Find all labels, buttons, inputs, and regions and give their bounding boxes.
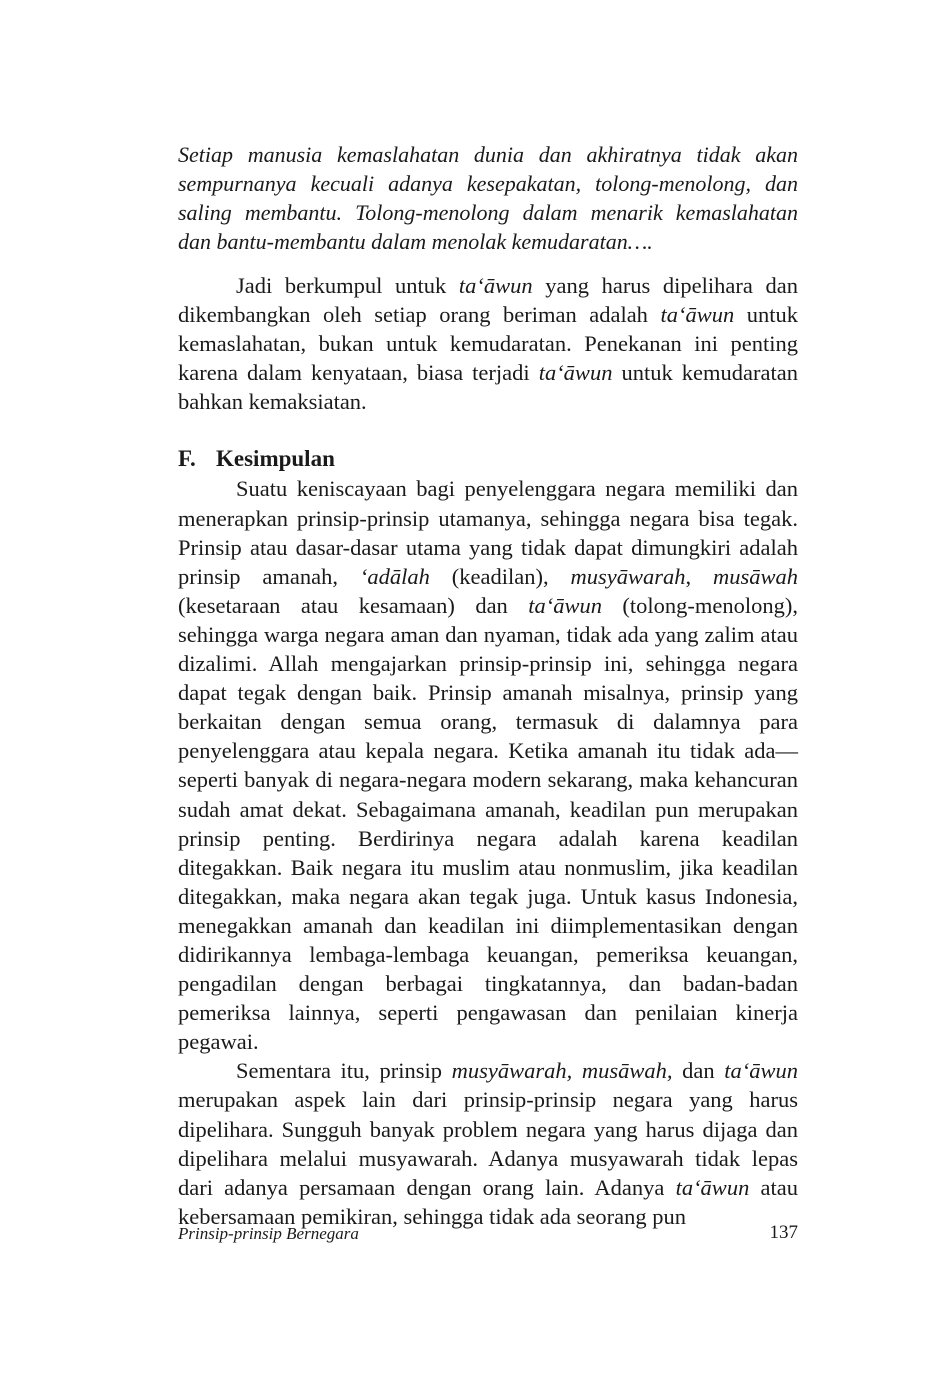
text: (kesetaraan atau kesamaan) dan — [178, 592, 529, 618]
term: ta‘āwun — [458, 273, 533, 298]
text: Jadi berkumpul untuk — [236, 273, 459, 298]
paragraph-conclusion — [178, 474, 798, 1056]
text: atau kebersamaan pemikiran, sehingga tidak ada seorang pun — [178, 1174, 798, 1229]
page-body — [178, 140, 798, 1231]
text: untuk kemudaratan bahkan kemaksiatan. — [178, 360, 798, 415]
term: musāwah — [712, 563, 798, 589]
term: ‘adālah — [359, 563, 430, 589]
term: ta‘āwun — [660, 302, 735, 328]
term: ta‘āwun — [675, 1174, 750, 1200]
page-footer — [178, 1222, 798, 1248]
section-title: Kesimpulan — [216, 446, 335, 472]
text: (keadilan), — [429, 563, 571, 589]
quote-block: Setiap manusia kemaslahatan dunia dan akhiratnya tidak akan sempurnanya kecuali adanya kesepakatan, tolong-menolong, dan saling membantu. Tolong-menolong dalam menarik kemaslahatan dan bantu-membantu dalam menolak kemudaratan…. — [178, 142, 798, 254]
term: ta‘āwun — [538, 360, 613, 386]
term: musyāwarah — [570, 563, 686, 589]
text: Sementara itu, prinsip — [236, 1058, 452, 1084]
text: , — [685, 563, 713, 589]
text: dan — [672, 1058, 725, 1084]
running-title: Prinsip-prinsip Bernegara — [178, 1224, 359, 1243]
page-number: 137 — [769, 1222, 798, 1243]
paragraph-musyawarah — [178, 1056, 798, 1231]
text: Suatu keniscayaan bagi penyelenggara negara memiliki dan menerapkan prinsip-prinsip utamanya, sehingga negara bisa tegak. Prinsip atau dasar-dasar utama yang tidak dapat dimungkiri adalah prinsip amanah, — [178, 476, 798, 589]
text: yang harus dipelihara dan dikembangkan oleh setiap orang beriman adalah — [178, 273, 798, 328]
term: musyāwarah, musāwah, — [451, 1058, 673, 1084]
text: untuk kemaslahatan, bukan untuk kemudaratan. Penekanan ini penting karena dalam kenyataan, biasa terjadi — [178, 302, 798, 386]
text: (tolong-menolong), sehingga warga negara aman dan nyaman, tidak ada yang zalim atau dizalimi. Allah mengajarkan prinsip-prinsip ini, sehingga negara dapat tegak dengan baik. Prinsip amanah misalnya, prinsip yang berkaitan dengan semua orang, termasuk di dalamnya para penyelenggara atau kepala negara. Ketika amanah itu tidak ada—seperti banyak di negara-negara modern sekarang, maka kehancuran sudah amat dekat. Sebagaimana amanah, keadilan pun merupakan prinsip penting. Berdirinya negara adalah karena keadilan ditegakkan. Baik negara itu muslim atau nonmuslim, jika keadilan ditegakkan, maka negara akan tegak juga. Untuk kasus Indonesia, menegakkan amanah dan keadilan ini diimplementasikan dengan didirikannya lembaga-lembaga keuangan, pemeriksa keuangan, pengadilan dengan berbagai tingkatannya, dan badan-badan pemeriksa lainnya, seperti pengawasan dan penilaian kinerja pegawai. — [178, 592, 798, 1055]
text: merupakan aspek lain dari prinsip-prinsip negara yang harus dipelihara. Sungguh banyak problem negara yang harus dijaga dan dipelihara melalui musyawarah. Adanya musyawarah tidak lepas dari adanya persamaan dengan orang lain. Adanya — [178, 1087, 798, 1200]
term: ta‘āwun — [724, 1058, 798, 1084]
term: ta‘āwun — [528, 592, 602, 618]
paragraph-taawun — [178, 271, 798, 416]
section-number: F. — [178, 446, 196, 472]
section-heading — [178, 444, 798, 474]
